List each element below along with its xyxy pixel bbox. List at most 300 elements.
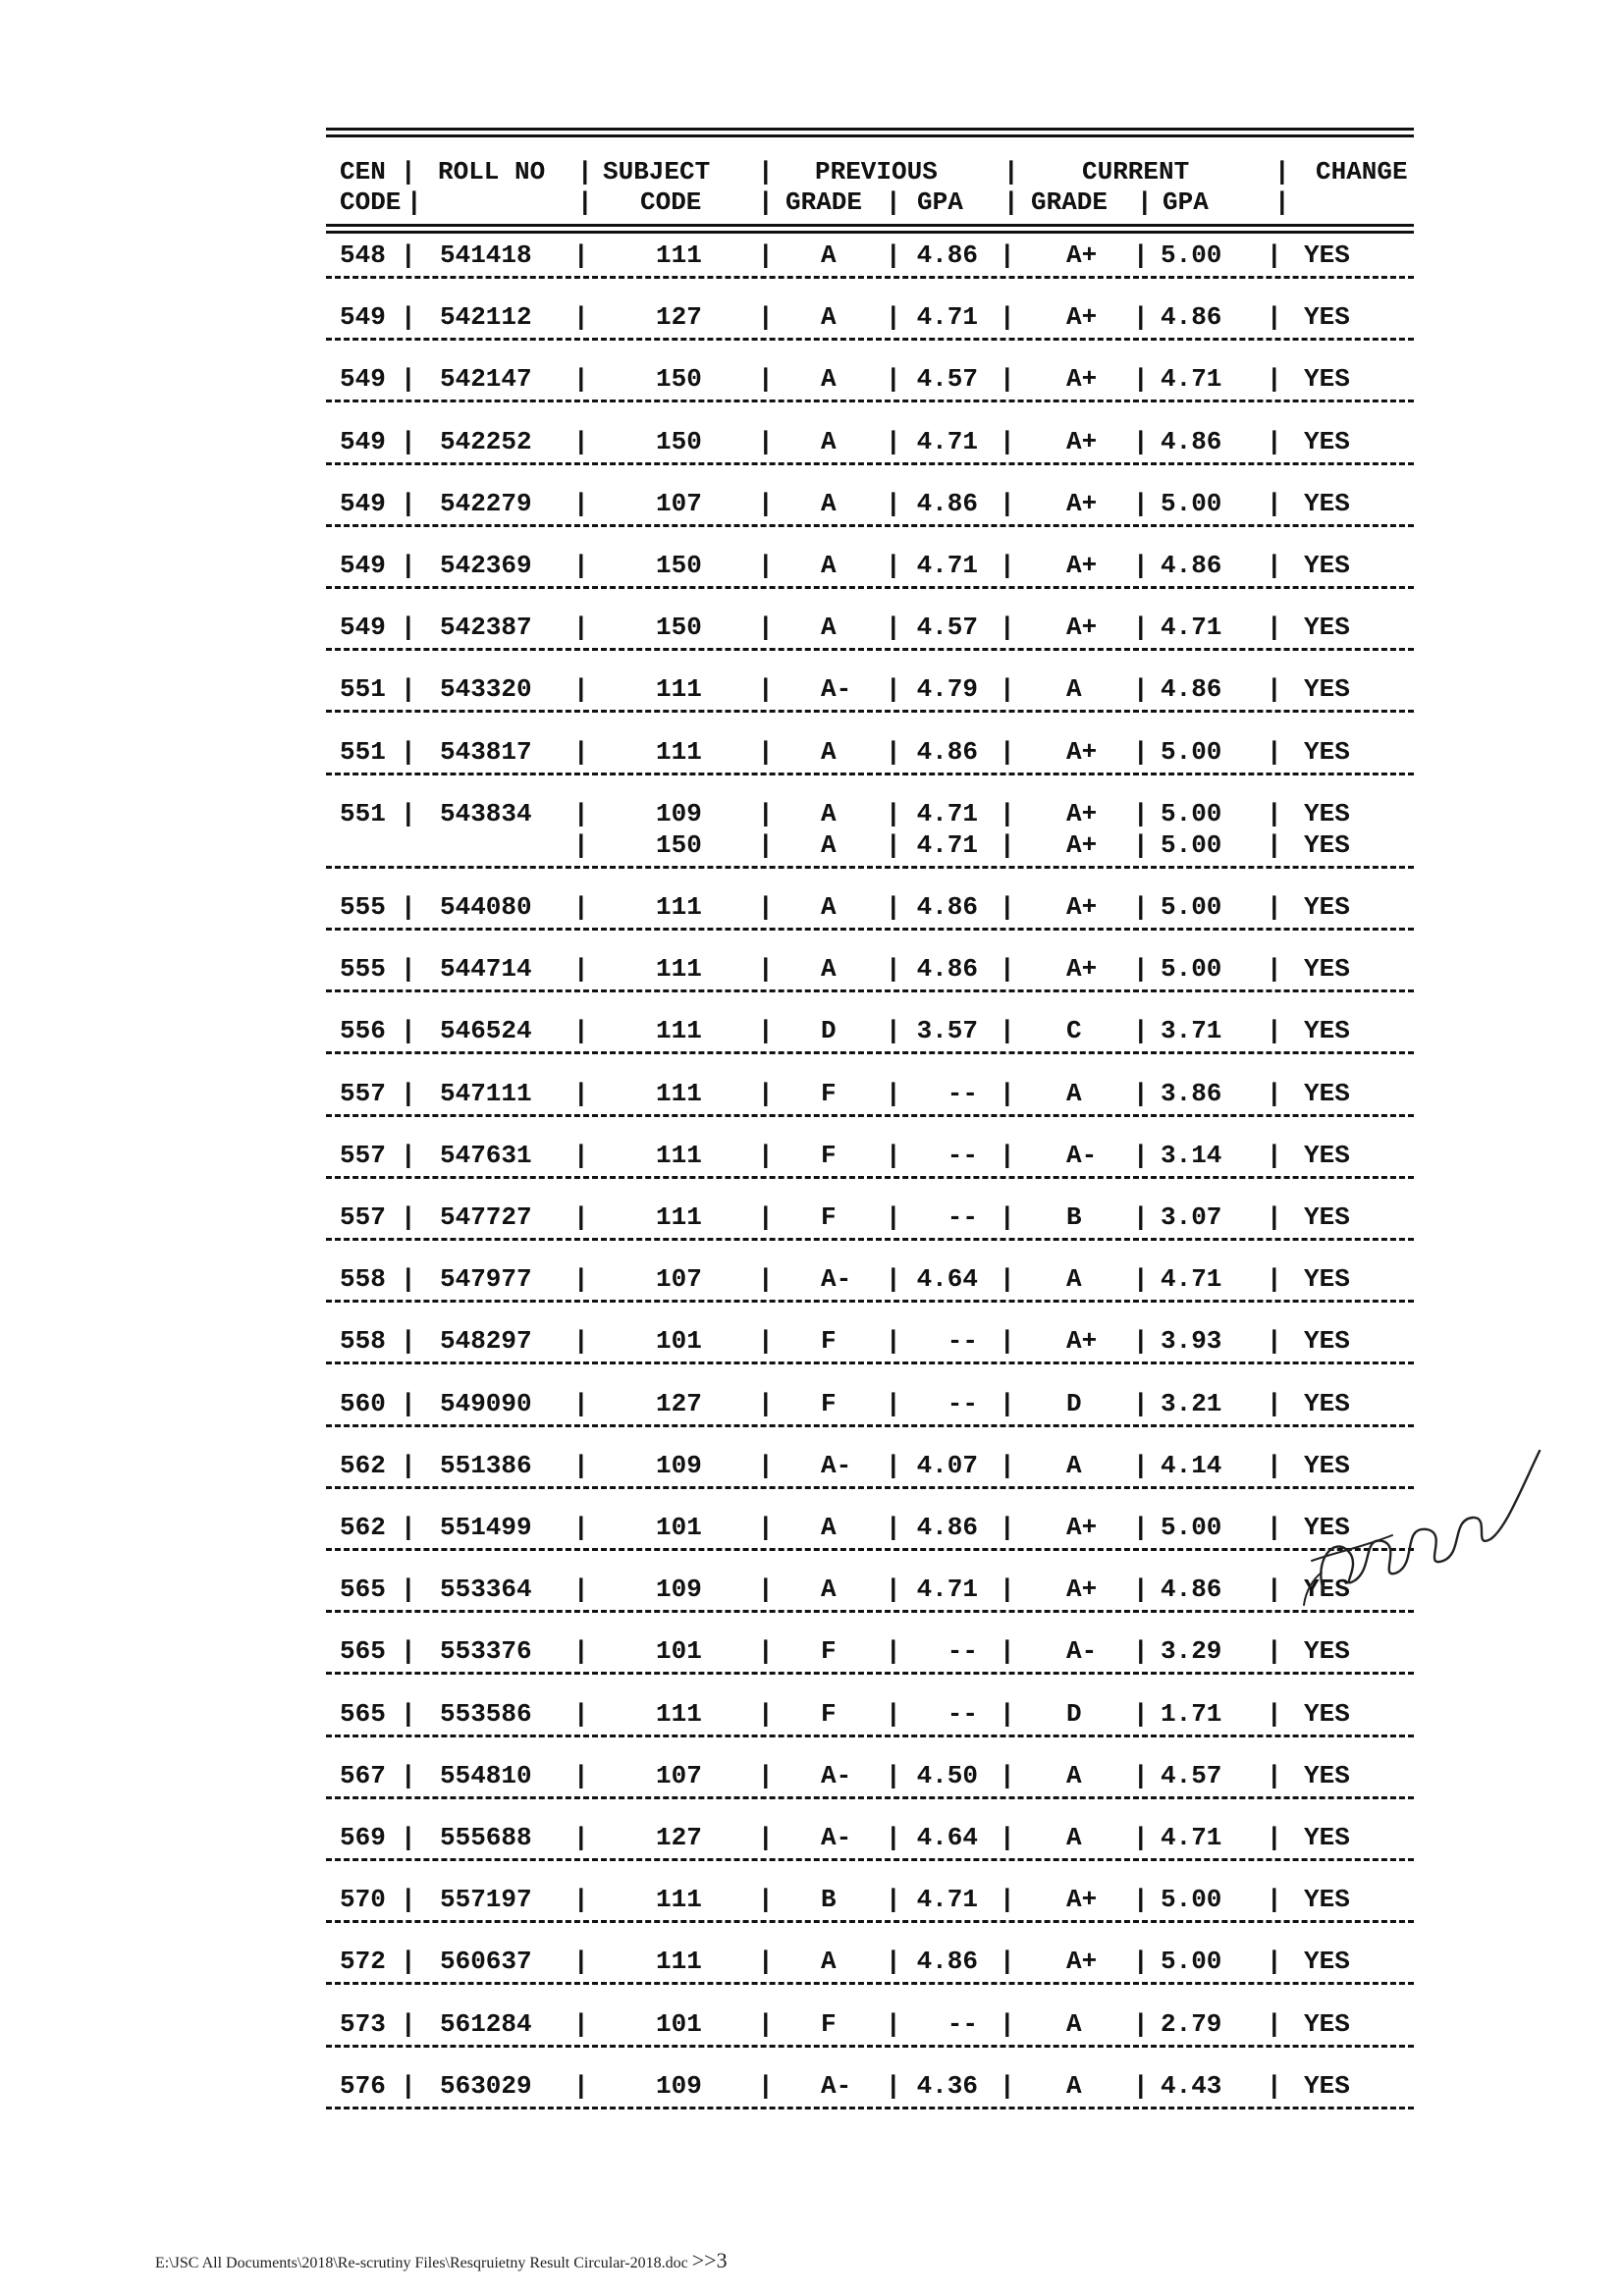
column-separator: | (1133, 1450, 1149, 1480)
roll-no-cell: 547631 (440, 1140, 532, 1170)
previous-gpa-cell: 4.07 (916, 1450, 978, 1480)
previous-gpa-cell: -- (947, 1636, 978, 1667)
change-cell: YES (1304, 613, 1350, 643)
column-separator: | (1000, 1575, 1015, 1605)
column-separator: | (401, 1264, 416, 1295)
current-grade-cell: A+ (1066, 613, 1098, 643)
cen-code-cell: 551 (340, 736, 386, 767)
header-cur-gpa: GPA (1163, 187, 1209, 217)
column-separator: | (886, 1326, 901, 1357)
current-grade-cell: A- (1066, 1140, 1098, 1170)
cen-code-cell: 562 (340, 1450, 386, 1480)
current-gpa-cell: 5.00 (1161, 798, 1222, 828)
current-grade-cell: A (1066, 2070, 1082, 2101)
column-separator: | (1267, 736, 1282, 767)
previous-grade-cell: A (821, 1947, 837, 1977)
column-separator: | (886, 736, 901, 767)
subject-code-cell: 101 (656, 1513, 702, 1542)
cen-code-cell: 557 (340, 1078, 386, 1108)
row-divider (326, 338, 1414, 345)
header-bottom-rule (326, 222, 1414, 236)
subject-code-cell: 111 (656, 736, 702, 767)
subject-code-cell: 101 (656, 1326, 702, 1357)
column-separator: | (401, 157, 416, 187)
column-separator: | (573, 2070, 589, 2101)
column-separator: | (1274, 157, 1290, 187)
column-separator: | (573, 1513, 589, 1542)
column-separator: | (1133, 2070, 1149, 2101)
change-cell: YES (1304, 1698, 1350, 1729)
column-separator: | (401, 798, 416, 828)
column-separator: | (573, 1636, 589, 1667)
column-separator: | (1133, 551, 1149, 580)
column-separator: | (573, 1698, 589, 1729)
subject-code-cell: 111 (656, 1016, 702, 1046)
column-separator: | (1267, 1264, 1282, 1295)
column-separator: | (401, 1575, 416, 1605)
previous-gpa-cell: -- (947, 1388, 978, 1418)
column-separator: | (401, 302, 416, 333)
change-cell: YES (1304, 2070, 1350, 2101)
roll-no-cell: 551386 (440, 1450, 532, 1480)
column-separator: | (1267, 798, 1282, 828)
column-separator: | (1000, 1016, 1015, 1046)
current-grade-cell: B (1066, 1202, 1082, 1232)
subject-code-cell: 107 (656, 1264, 702, 1295)
column-separator: | (401, 736, 416, 767)
previous-grade-cell: A (821, 798, 837, 828)
current-grade-cell: A+ (1066, 426, 1098, 456)
cen-code-cell: 549 (340, 613, 386, 643)
roll-no-cell: 547727 (440, 1202, 532, 1232)
cen-code-cell: 555 (340, 892, 386, 922)
column-separator: | (886, 240, 901, 270)
roll-no-cell: 557197 (440, 1885, 532, 1915)
roll-no-cell: 555688 (440, 1823, 532, 1852)
header-prev-grade: GRADE (785, 187, 863, 217)
previous-gpa-cell: -- (947, 2008, 978, 2039)
column-separator: | (401, 674, 416, 705)
cen-code-cell: 558 (340, 1326, 386, 1357)
column-separator: | (758, 1016, 774, 1046)
column-separator: | (1267, 1885, 1282, 1915)
column-separator: | (401, 240, 416, 270)
header-current: CURRENT (1082, 157, 1190, 187)
column-separator: | (886, 1450, 901, 1480)
column-separator: | (1267, 1450, 1282, 1480)
subject-code-cell: 150 (656, 613, 702, 643)
column-separator: | (758, 1326, 774, 1357)
column-separator: | (1133, 1575, 1149, 1605)
cen-code-cell: 557 (340, 1202, 386, 1232)
column-separator: | (573, 892, 589, 922)
current-gpa-cell: 5.00 (1161, 954, 1222, 985)
column-separator: | (573, 1885, 589, 1915)
cen-code-cell: 549 (340, 302, 386, 333)
current-grade-cell: A+ (1066, 954, 1098, 985)
handwritten-signature (1294, 1443, 1549, 1610)
cen-code-cell: 562 (340, 1513, 386, 1542)
current-gpa-cell: 4.71 (1161, 613, 1222, 643)
column-separator: | (1000, 1140, 1015, 1170)
column-separator: | (1000, 1078, 1015, 1108)
cen-code-cell: 572 (340, 1947, 386, 1977)
previous-gpa-cell: 4.36 (916, 2070, 978, 2101)
column-separator: | (401, 1450, 416, 1480)
column-separator: | (573, 551, 589, 580)
subject-code-cell: 111 (656, 674, 702, 705)
column-separator: | (758, 426, 774, 456)
column-separator: | (401, 1636, 416, 1667)
current-gpa-cell: 5.00 (1161, 1513, 1222, 1542)
roll-no-cell: 551499 (440, 1513, 532, 1542)
column-separator: | (1133, 1823, 1149, 1852)
row-divider (326, 1920, 1414, 1927)
current-grade-cell: A (1066, 1264, 1082, 1295)
change-cell: YES (1304, 1450, 1350, 1480)
current-grade-cell: A+ (1066, 488, 1098, 518)
cen-code-cell: 549 (340, 551, 386, 580)
change-cell: YES (1304, 1264, 1350, 1295)
column-separator: | (886, 551, 901, 580)
current-gpa-cell: 3.86 (1161, 1078, 1222, 1108)
column-separator: | (573, 302, 589, 333)
column-separator: | (573, 1202, 589, 1232)
column-separator: | (886, 1140, 901, 1170)
column-separator: | (886, 1885, 901, 1915)
row-divider (326, 1486, 1414, 1493)
column-separator: | (758, 2070, 774, 2101)
column-separator: | (1267, 240, 1282, 270)
column-separator: | (1267, 892, 1282, 922)
change-cell: YES (1304, 1016, 1350, 1046)
previous-grade-cell: A (821, 1575, 837, 1605)
current-grade-cell: A+ (1066, 829, 1098, 860)
subject-code-cell: 111 (656, 1202, 702, 1232)
roll-no-cell: 543817 (440, 736, 532, 767)
subject-code-cell: 111 (656, 1140, 702, 1170)
previous-grade-cell: A (821, 892, 837, 922)
column-separator: | (1133, 1947, 1149, 1977)
column-separator: | (1133, 798, 1149, 828)
roll-no-cell: 547111 (440, 1078, 532, 1108)
roll-no-cell: 544714 (440, 954, 532, 985)
cen-code-cell: 556 (340, 1016, 386, 1046)
column-separator: | (1267, 1760, 1282, 1790)
previous-grade-cell: F (821, 1078, 837, 1108)
current-gpa-cell: 4.86 (1161, 302, 1222, 333)
column-separator: | (1000, 1450, 1015, 1480)
previous-grade-cell: D (821, 1016, 837, 1046)
row-divider (326, 1548, 1414, 1555)
column-separator: | (758, 798, 774, 828)
column-separator: | (401, 1823, 416, 1852)
row-divider (326, 1982, 1414, 1989)
change-cell: YES (1304, 892, 1350, 922)
column-separator: | (401, 426, 416, 456)
change-cell: YES (1304, 954, 1350, 985)
column-separator: | (1000, 488, 1015, 518)
row-divider (326, 1114, 1414, 1121)
previous-gpa-cell: 3.57 (916, 1016, 978, 1046)
column-separator: | (573, 674, 589, 705)
cen-code-cell: 549 (340, 426, 386, 456)
current-grade-cell: C (1066, 1016, 1082, 1046)
column-separator: | (401, 1513, 416, 1542)
column-separator: | (886, 798, 901, 828)
column-separator: | (886, 302, 901, 333)
previous-gpa-cell: 4.86 (916, 1947, 978, 1977)
column-separator: | (401, 1202, 416, 1232)
column-separator: | (1133, 1264, 1149, 1295)
roll-no-cell: 563029 (440, 2070, 532, 2101)
previous-grade-cell: A (821, 736, 837, 767)
header-cen: CEN (340, 157, 386, 187)
roll-no-cell: 547977 (440, 1264, 532, 1295)
footer-page-marker: >>3 (691, 2248, 728, 2272)
cen-code-cell: 557 (340, 1140, 386, 1170)
column-separator: | (1000, 674, 1015, 705)
column-separator: | (577, 157, 593, 187)
change-cell: YES (1304, 1140, 1350, 1170)
previous-gpa-cell: 4.57 (916, 613, 978, 643)
change-cell: YES (1304, 364, 1350, 395)
column-separator: | (401, 1140, 416, 1170)
header-cur-grade: GRADE (1031, 187, 1109, 217)
change-cell: YES (1304, 736, 1350, 767)
subject-code-cell: 111 (656, 1947, 702, 1977)
header-code: CODE (340, 187, 402, 217)
current-gpa-cell: 3.29 (1161, 1636, 1222, 1667)
column-separator: | (401, 1947, 416, 1977)
roll-no-cell: 542147 (440, 364, 532, 395)
previous-grade-cell: A (821, 426, 837, 456)
column-separator: | (886, 1947, 901, 1977)
column-separator: | (401, 1760, 416, 1790)
column-separator: | (758, 1078, 774, 1108)
column-separator: | (401, 892, 416, 922)
column-separator: | (1000, 1823, 1015, 1852)
current-grade-cell: A+ (1066, 1885, 1098, 1915)
column-separator: | (1267, 674, 1282, 705)
column-separator: | (1000, 2008, 1015, 2039)
change-cell: YES (1304, 240, 1350, 270)
change-cell: YES (1304, 302, 1350, 333)
column-separator: | (1133, 1078, 1149, 1108)
column-separator: | (758, 1140, 774, 1170)
subject-code-cell: 111 (656, 240, 702, 270)
column-separator: | (758, 1450, 774, 1480)
row-divider (326, 2045, 1414, 2052)
column-separator: | (573, 1326, 589, 1357)
column-separator: | (758, 302, 774, 333)
column-separator: | (758, 364, 774, 395)
column-separator: | (1133, 829, 1149, 860)
column-separator: | (1274, 187, 1290, 217)
column-separator: | (1133, 302, 1149, 333)
column-separator: | (1267, 1326, 1282, 1357)
column-separator: | (1267, 1388, 1282, 1418)
current-gpa-cell: 3.07 (1161, 1202, 1222, 1232)
header-subject-code: CODE (640, 187, 702, 217)
column-separator: | (758, 1636, 774, 1667)
column-separator: | (573, 1575, 589, 1605)
current-grade-cell: A- (1066, 1636, 1098, 1667)
row-divider (326, 1735, 1414, 1741)
column-separator: | (401, 613, 416, 643)
column-separator: | (1267, 829, 1282, 860)
change-cell: YES (1304, 1947, 1350, 1977)
previous-gpa-cell: 4.71 (916, 426, 978, 456)
column-separator: | (758, 1885, 774, 1915)
row-divider (326, 1672, 1414, 1679)
cen-code-cell: 558 (340, 1264, 386, 1295)
current-gpa-cell: 1.71 (1161, 1698, 1222, 1729)
column-separator: | (1133, 1513, 1149, 1542)
column-separator: | (1267, 1016, 1282, 1046)
previous-gpa-cell: 4.86 (916, 488, 978, 518)
subject-code-cell: 111 (656, 1698, 702, 1729)
subject-code-cell: 150 (656, 426, 702, 456)
column-separator: | (1000, 1326, 1015, 1357)
cen-code-cell: 551 (340, 798, 386, 828)
column-separator: | (1003, 187, 1019, 217)
current-grade-cell: A+ (1066, 1575, 1098, 1605)
column-separator: | (1000, 426, 1015, 456)
column-separator: | (1133, 364, 1149, 395)
column-separator: | (573, 1264, 589, 1295)
column-separator: | (886, 613, 901, 643)
previous-grade-cell: F (821, 1202, 837, 1232)
current-grade-cell: A+ (1066, 736, 1098, 767)
change-cell: YES (1304, 426, 1350, 456)
cen-code-cell: 548 (340, 240, 386, 270)
column-separator: | (401, 1885, 416, 1915)
column-separator: | (758, 187, 774, 217)
change-cell: YES (1304, 1760, 1350, 1790)
current-grade-cell: D (1066, 1388, 1082, 1418)
column-separator: | (1000, 364, 1015, 395)
column-separator: | (1133, 1388, 1149, 1418)
column-separator: | (886, 364, 901, 395)
cen-code-cell: 555 (340, 954, 386, 985)
column-separator: | (886, 1202, 901, 1232)
column-separator: | (401, 1698, 416, 1729)
previous-gpa-cell: 4.71 (916, 829, 978, 860)
cen-code-cell: 549 (340, 364, 386, 395)
current-grade-cell: A (1066, 2008, 1082, 2039)
roll-no-cell: 542369 (440, 551, 532, 580)
column-separator: | (886, 2070, 901, 2101)
subject-code-cell: 127 (656, 1388, 702, 1418)
column-separator: | (1133, 1760, 1149, 1790)
column-separator: | (886, 829, 901, 860)
column-separator: | (758, 954, 774, 985)
column-separator: | (1133, 426, 1149, 456)
column-separator: | (573, 829, 589, 860)
column-separator: | (1267, 551, 1282, 580)
current-grade-cell: A (1066, 1823, 1082, 1852)
cen-code-cell: 569 (340, 1823, 386, 1852)
column-separator: | (1000, 829, 1015, 860)
previous-grade-cell: A (821, 1513, 837, 1542)
row-divider (326, 1238, 1414, 1245)
header-top-rule (326, 126, 1414, 139)
previous-gpa-cell: 4.71 (916, 551, 978, 580)
cen-code-cell: 567 (340, 1760, 386, 1790)
subject-code-cell: 150 (656, 829, 702, 860)
column-separator: | (401, 2070, 416, 2101)
current-gpa-cell: 5.00 (1161, 1885, 1222, 1915)
column-separator: | (886, 1016, 901, 1046)
row-divider (326, 1424, 1414, 1431)
cen-code-cell: 576 (340, 2070, 386, 2101)
column-separator: | (401, 1078, 416, 1108)
subject-code-cell: 127 (656, 302, 702, 333)
column-separator: | (573, 1760, 589, 1790)
row-divider (326, 1176, 1414, 1183)
roll-no-cell: 553364 (440, 1575, 532, 1605)
current-gpa-cell: 5.00 (1161, 1947, 1222, 1977)
subject-code-cell: 107 (656, 488, 702, 518)
column-separator: | (1137, 187, 1153, 217)
cen-code-cell: 551 (340, 674, 386, 705)
column-separator: | (758, 1698, 774, 1729)
column-separator: | (573, 798, 589, 828)
column-separator: | (1000, 302, 1015, 333)
subject-code-cell: 111 (656, 1078, 702, 1108)
row-divider (326, 773, 1414, 779)
column-separator: | (1267, 2008, 1282, 2039)
column-separator: | (758, 551, 774, 580)
row-divider (326, 928, 1414, 934)
change-cell: YES (1304, 798, 1350, 828)
column-separator: | (758, 1513, 774, 1542)
column-separator: | (573, 613, 589, 643)
subject-code-cell: 109 (656, 798, 702, 828)
change-cell: YES (1304, 1575, 1350, 1605)
column-separator: | (1000, 1264, 1015, 1295)
previous-grade-cell: F (821, 1388, 837, 1418)
column-separator: | (1000, 551, 1015, 580)
column-separator: | (1000, 1885, 1015, 1915)
current-grade-cell: A+ (1066, 1947, 1098, 1977)
row-divider (326, 400, 1414, 406)
column-separator: | (1133, 2008, 1149, 2039)
column-separator: | (1133, 1698, 1149, 1729)
previous-gpa-cell: 4.79 (916, 674, 978, 705)
current-grade-cell: A (1066, 1078, 1082, 1108)
roll-no-cell: 542112 (440, 302, 532, 333)
column-separator: | (758, 488, 774, 518)
current-gpa-cell: 4.57 (1161, 1760, 1222, 1790)
roll-no-cell: 553376 (440, 1636, 532, 1667)
previous-gpa-cell: 4.86 (916, 736, 978, 767)
column-separator: | (1133, 892, 1149, 922)
previous-gpa-cell: 4.64 (916, 1823, 978, 1852)
column-separator: | (886, 1636, 901, 1667)
header-change: CHANGE (1316, 157, 1408, 187)
column-separator: | (758, 1947, 774, 1977)
current-gpa-cell: 4.71 (1161, 364, 1222, 395)
column-separator: | (573, 954, 589, 985)
change-cell: YES (1304, 1636, 1350, 1667)
column-separator: | (758, 736, 774, 767)
column-separator: | (758, 240, 774, 270)
cen-code-cell: 565 (340, 1698, 386, 1729)
column-separator: | (1000, 2070, 1015, 2101)
column-separator: | (1000, 798, 1015, 828)
